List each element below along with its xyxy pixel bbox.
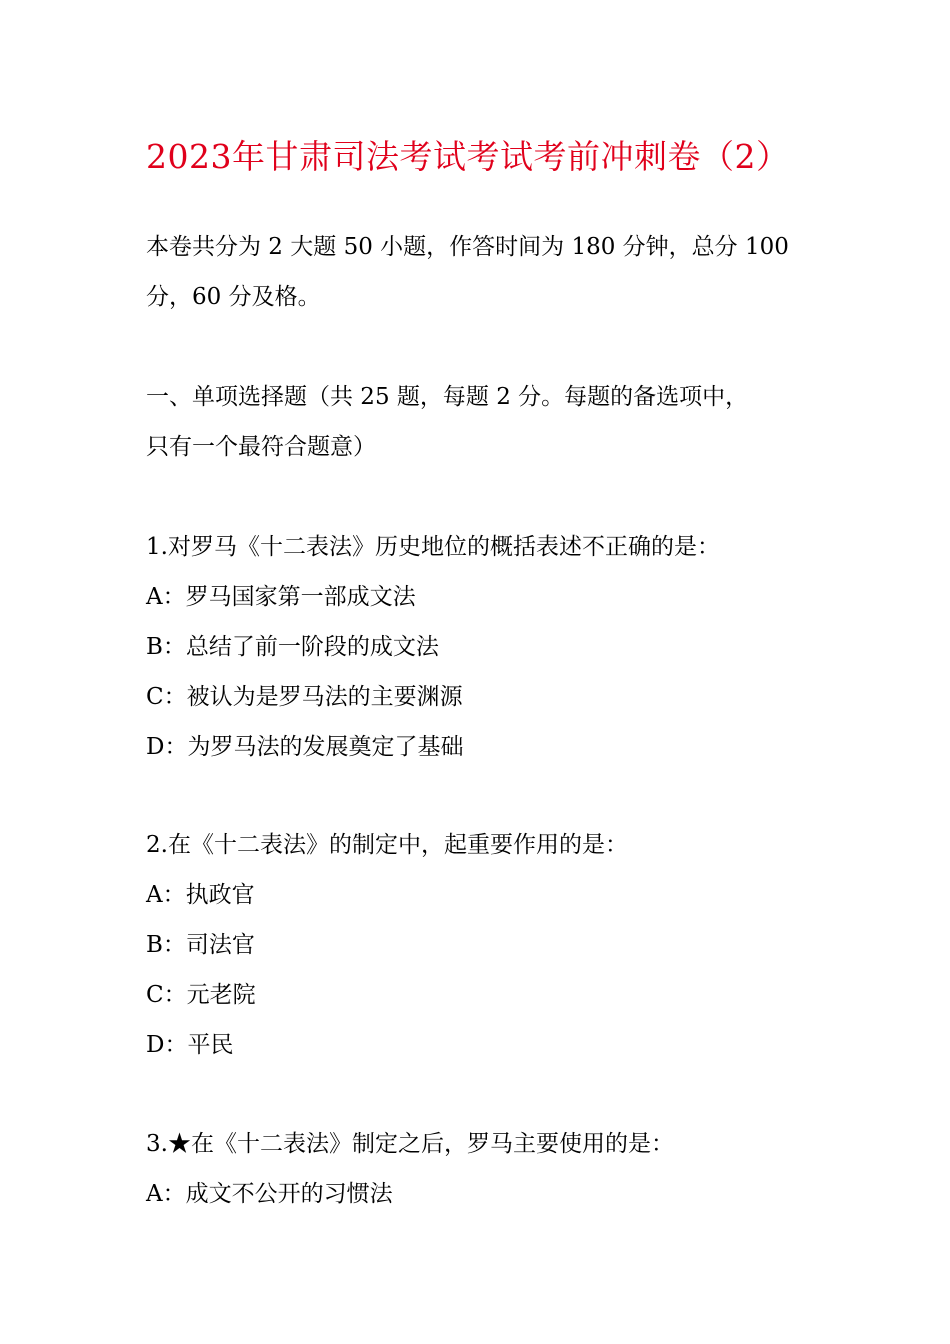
section-heading-line-2: 只有一个最符合题意） <box>146 434 376 460</box>
document-title: 2023年甘肃司法考试考试考前冲刺卷（2） <box>146 137 790 176</box>
intro-line-2: 分，60 分及格。 <box>146 284 321 310</box>
question-1-option-a: A：罗马国家第一部成文法 <box>146 584 416 610</box>
question-2-option-d: D：平民 <box>146 1032 234 1058</box>
question-1-option-d: D：为罗马法的发展奠定了基础 <box>146 734 464 760</box>
question-2-option-a: A：执政官 <box>146 882 255 908</box>
intro-line-1: 本卷共分为 2 大题 50 小题，作答时间为 180 分钟，总分 100 <box>146 234 789 260</box>
question-1-option-c: C：被认为是罗马法的主要渊源 <box>146 684 463 710</box>
section-heading-line-1: 一、单项选择题（共 25 题，每题 2 分。每题的备选项中， <box>146 384 749 410</box>
question-1-stem: 1.对罗马《十二表法》历史地位的概括表述不正确的是： <box>146 534 720 560</box>
question-2-option-c: C：元老院 <box>146 982 256 1008</box>
question-2-option-b: B：司法官 <box>146 932 255 958</box>
question-1-option-b: B：总结了前一阶段的成文法 <box>146 634 439 660</box>
question-3-option-a: A：成文不公开的习惯法 <box>146 1181 393 1207</box>
question-2-stem: 2.在《十二表法》的制定中，起重要作用的是： <box>146 832 628 858</box>
question-3-stem: 3.★在《十二表法》制定之后，罗马主要使用的是： <box>146 1131 674 1157</box>
